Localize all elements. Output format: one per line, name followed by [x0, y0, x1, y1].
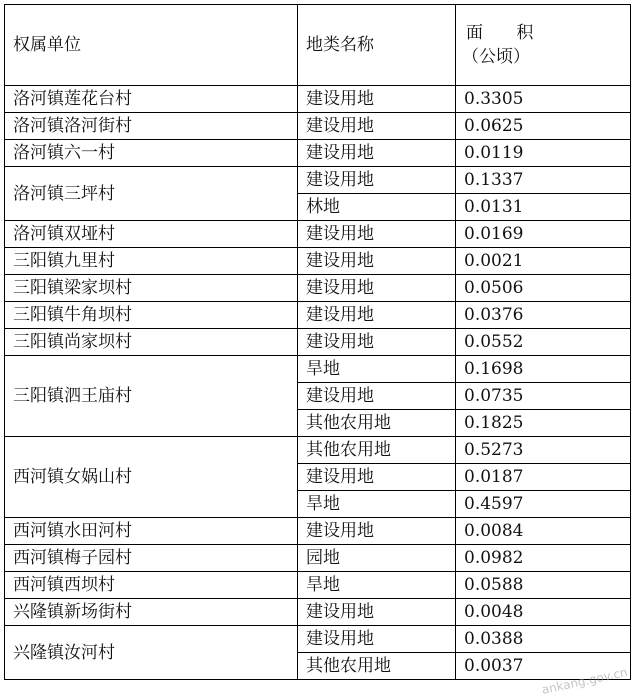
area-cell: 0.0187: [456, 464, 631, 491]
owner-cell: 西河镇水田河村: [5, 518, 298, 545]
land-type-cell: 建设用地: [298, 221, 456, 248]
area-cell: 0.5273: [456, 437, 631, 464]
land-type-cell: 其他农用地: [298, 437, 456, 464]
owner-cell: 洛河镇三坪村: [5, 167, 298, 221]
header-land-type: 地类名称: [298, 5, 456, 86]
owner-cell: 西河镇西坝村: [5, 572, 298, 599]
table-row: [5, 626, 631, 653]
table-row: [5, 572, 631, 599]
area-cell: 0.0625: [456, 113, 631, 140]
area-cell: 0.0119: [456, 140, 631, 167]
land-type-cell: 建设用地: [298, 626, 456, 653]
land-type-cell: 建设用地: [298, 383, 456, 410]
table-row: [5, 167, 631, 194]
land-type-cell: 旱地: [298, 356, 456, 383]
table-row: [5, 329, 631, 356]
area-cell: 0.0735: [456, 383, 631, 410]
land-type-cell: 建设用地: [298, 518, 456, 545]
owner-cell: 三阳镇牛角坝村: [5, 302, 298, 329]
area-cell: 0.4597: [456, 491, 631, 518]
table-row: [5, 113, 631, 140]
area-cell: 0.0084: [456, 518, 631, 545]
table-row: [5, 599, 631, 626]
owner-cell: 洛河镇洛河街村: [5, 113, 298, 140]
area-cell: 0.0169: [456, 221, 631, 248]
table-row: [5, 140, 631, 167]
owner-cell: 兴隆镇汝河村: [5, 626, 298, 680]
table-row: [5, 302, 631, 329]
area-cell: 0.1337: [456, 167, 631, 194]
area-cell: 0.0021: [456, 248, 631, 275]
land-type-cell: 其他农用地: [298, 410, 456, 437]
area-cell: 0.0376: [456, 302, 631, 329]
area-cell: 0.0131: [456, 194, 631, 221]
owner-cell: 三阳镇九里村: [5, 248, 298, 275]
table-row: [5, 437, 631, 464]
land-type-cell: 建设用地: [298, 275, 456, 302]
area-cell: 0.0037: [456, 653, 631, 680]
land-type-cell: 建设用地: [298, 248, 456, 275]
land-type-cell: 旱地: [298, 572, 456, 599]
watermark: ankang.gov.cn: [540, 665, 629, 697]
area-cell: 0.0982: [456, 545, 631, 572]
table-body: [5, 86, 631, 680]
land-type-cell: 建设用地: [298, 302, 456, 329]
owner-cell: 洛河镇莲花台村: [5, 86, 298, 113]
area-cell: 0.3305: [456, 86, 631, 113]
area-cell: 0.0048: [456, 599, 631, 626]
land-type-cell: 建设用地: [298, 464, 456, 491]
owner-cell: 西河镇女娲山村: [5, 437, 298, 518]
table-row: [5, 545, 631, 572]
header-area: [456, 5, 631, 86]
land-type-cell: 建设用地: [298, 140, 456, 167]
table-row: [5, 248, 631, 275]
area-cell: 0.1698: [456, 356, 631, 383]
table-row: [5, 275, 631, 302]
land-type-cell: 建设用地: [298, 167, 456, 194]
land-type-cell: 建设用地: [298, 86, 456, 113]
land-type-cell: 建设用地: [298, 113, 456, 140]
owner-cell: 三阳镇泗王庙村: [5, 356, 298, 437]
land-type-cell: 建设用地: [298, 599, 456, 626]
area-cell: 0.0506: [456, 275, 631, 302]
area-cell: 0.0588: [456, 572, 631, 599]
land-type-cell: 园地: [298, 545, 456, 572]
owner-cell: 洛河镇六一村: [5, 140, 298, 167]
table-row: [5, 221, 631, 248]
area-cell: 0.1825: [456, 410, 631, 437]
land-type-cell: 旱地: [298, 491, 456, 518]
owner-cell: 兴隆镇新场街村: [5, 599, 298, 626]
table-row: [5, 518, 631, 545]
header-owner: 权属单位: [5, 5, 298, 86]
header-area-label: 面 积: [466, 23, 548, 43]
header-row: [5, 5, 631, 86]
land-type-cell: 林地: [298, 194, 456, 221]
owner-cell: 洛河镇双垭村: [5, 221, 298, 248]
land-type-cell: 建设用地: [298, 329, 456, 356]
land-type-cell: 其他农用地: [298, 653, 456, 680]
owner-cell: 西河镇梅子园村: [5, 545, 298, 572]
owner-cell: 三阳镇梁家坝村: [5, 275, 298, 302]
owner-cell: 三阳镇尚家坝村: [5, 329, 298, 356]
area-cell: 0.0552: [456, 329, 631, 356]
header-area-unit: （公顷）: [462, 47, 530, 67]
table-row: [5, 86, 631, 113]
area-cell: 0.0388: [456, 626, 631, 653]
table-row: [5, 356, 631, 383]
land-area-table: [4, 4, 631, 680]
